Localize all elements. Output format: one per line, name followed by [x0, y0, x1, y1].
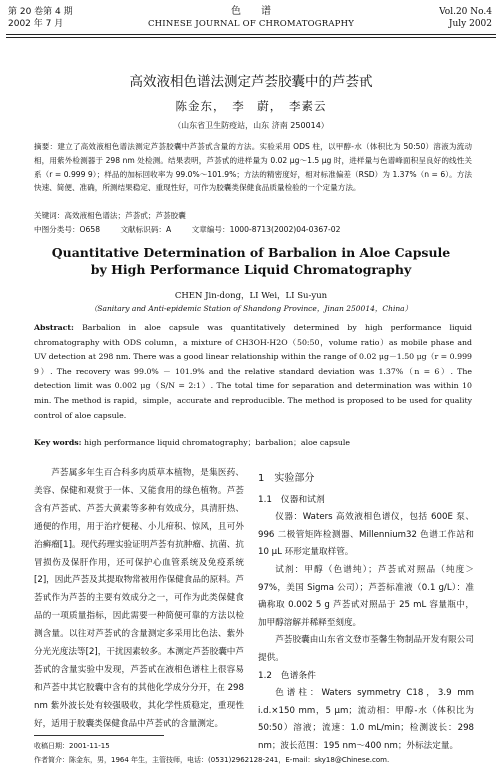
- received-date: 收稿日期：2001-11-15: [34, 742, 110, 750]
- keywords-en: [34, 437, 474, 448]
- affiliation-cn: （山东省卫生防疫站，山东 济南 250014）: [173, 121, 329, 130]
- paper-title-en: [0, 244, 502, 278]
- subsection-heading-1-2: 1.2 色谱条件: [258, 670, 316, 681]
- abstract-en-text: Barbalion in aloe capsule was quantitatively determined by high performance liquid chromatography with ODS column，a mixture of CH3OH-H2O（50:50，volume ratio）as mobile phase and UV detection at 298 nm. There was a good linear relationship within the range of 0.02 μg－1.50 μg（r = 0.999 9）. The recovery was 99.0% － 101.9% and the relative standard deviation was 1.37%（n = 6）. The detection limit was 0.002 μg（S/N = 2:1）. The total time for separation and determination was within 10 min. The method is rapid，simple，accurate and reproducible. The method is proposed to be used for quality control of aloe capsule.: [34, 323, 472, 420]
- sample-paragraph: 芦荟胶囊由山东省文登市荃馨生物制品开发有限公司提供。: [258, 635, 474, 663]
- experimental-section: [258, 470, 474, 756]
- subsection-heading-1-1: 1.1 仪器和试剂: [258, 494, 325, 505]
- abstract-cn: 摘要：建立了高效液相色谱法测定芦荟胶囊中芦荟甙含量的方法。实验采用 ODS 柱，以甲醇-水（体积比为 50:50）溶液为流动相，用紫外检测器于 298 nm 处检测。结果表明，芦荟甙的进样量为 0.02 μg～1.5 μg 时，进样量与色谱峰面积呈良好的线性关系（r = 0.999 9）；样品的加标回收率为 99.0%～101.9%；方法的精密度好，相对标准偏差（RSD）为 1.37%（n = 6）。方法快速、简便、准确，所测结果稳定、重现性好，可作为胶囊类保健食品质量检验的一个定量方法。: [34, 142, 472, 193]
- title-en-line-2: by High Performance Liquid Chromatography: [90, 262, 412, 277]
- keywords-cn: 关键词：高效液相色谱法；芦荟甙；芦荟胶囊: [34, 211, 186, 220]
- classification-line: [34, 224, 474, 235]
- article-number: 文章编号：1000-8713(2002)04-0367-02: [191, 225, 341, 234]
- document-code: 文献标识码：A: [120, 225, 172, 234]
- affiliation-en: （Sanitary and Anti-epidemic Station of Shandong Province，Jinan 250014，China）: [89, 304, 413, 313]
- authors-en: CHEN Jin-dong，LI Wei，LI Su-yun: [174, 291, 328, 301]
- reagent-paragraph: 试剂：甲醇（色谱纯）；芦荟甙对照品（纯度＞97%，美国 Sigma 公司）；芦荟标准液（0.1 g/L）：准确称取 0.002 5 g 芦荟甙对照品于 25 mL 容量瓶中，加甲醇溶解并稀释至刻度。: [258, 564, 474, 628]
- header-rule-thin: [6, 37, 496, 38]
- volume-issue-en: Vol.20 No.4: [439, 7, 492, 17]
- keywords-en-text: high performance liquid chromatography；barbalion；aloe capsule: [81, 438, 351, 447]
- journal-name-cn: 色 谱: [231, 6, 271, 17]
- section-heading-1: 1 实验部分: [258, 473, 315, 484]
- footnote-rule: [34, 735, 164, 736]
- instrument-paragraph: 仪器：Waters 高效液相色谱仪，包括 600E 泵、996 二极管矩阵检测器、Millennium32 色谱工作站和 10 μL 环形定量取样管。: [258, 512, 474, 558]
- abstract-en-label: Abstract:: [34, 323, 74, 332]
- author-bio: 作者简介：陈金东，男，1964 年生，主管技师，电话：(0531)2962128-241，E-mail：sky18@Chinese.com.: [34, 756, 390, 764]
- header-rule: [6, 34, 496, 35]
- title-en-line-1: Quantitative Determination of Barbalion in Aloe Capsule: [51, 245, 451, 260]
- clc-number: 中图分类号：O658: [34, 225, 101, 234]
- journal-issue-info-en: [439, 6, 492, 30]
- keywords-en-label: Key words:: [34, 438, 82, 447]
- conditions-paragraph: 色谱柱：Waters symmetry C18，3.9 mm i.d.×150 mm，5 μm；流动相：甲醇-水（体积比为 50:50）溶液；流速：1.0 mL/min；检测波长：298 nm；波长范围：195 nm～400 nm；外标法定量。: [258, 688, 474, 751]
- body-introduction: 芦荟属多年生百合科多肉质草本植物，是集医药、美容、保健和观赏于一体、又能食用的绿色植物。芦荟含有芦荟甙、芦荟大黄素等多种有效成分，具清肝热、通便的作用，用于治疗便秘、小儿疳积、惊风，且可外治癣瘤[1]。现代药理实验证明芦荟有抗肿瘤、抗菌、抗冒损伤及保肝作用，还可保护心血管系统及免疫系统[2]，因此芦荟及其提取物常被用作保健食品的原料。芦荟甙作为芦荟的主要有效成分之一，可作为此类保健食品的一项质量指标，因此需要一种简便可靠的方法以检测含量。以往对芦荟甙的含量测定多采用比色法、紫外分光光度法等[2]，干扰因素较多。本测定芦荟胶囊中芦荟甙的含量实验中发现，芦荟甙在液相色谱柱上很容易和芦荟中其它胶囊中含有的其他化学成分分开，在 298 nm 紫外波长处有较强吸收，其化学性质稳定，重现性好，适用于胶囊类保健食品中芦荟甙的含量测定。: [34, 468, 244, 729]
- issue-date-en: July 2002: [448, 19, 492, 29]
- journal-name-en: CHINESE JOURNAL OF CHROMATOGRAPHY: [147, 19, 355, 29]
- abstract-en: [34, 321, 472, 423]
- paper-title-cn: 高效液相色谱法测定芦荟胶囊中的芦荟甙: [129, 74, 373, 90]
- issue-date: 2002 年 7 月: [8, 19, 64, 29]
- volume-issue: 第 20 卷第 4 期: [8, 7, 73, 17]
- authors-cn: 陈金东， 李 蔚， 李素云: [175, 99, 327, 113]
- journal-title-block: [0, 5, 502, 31]
